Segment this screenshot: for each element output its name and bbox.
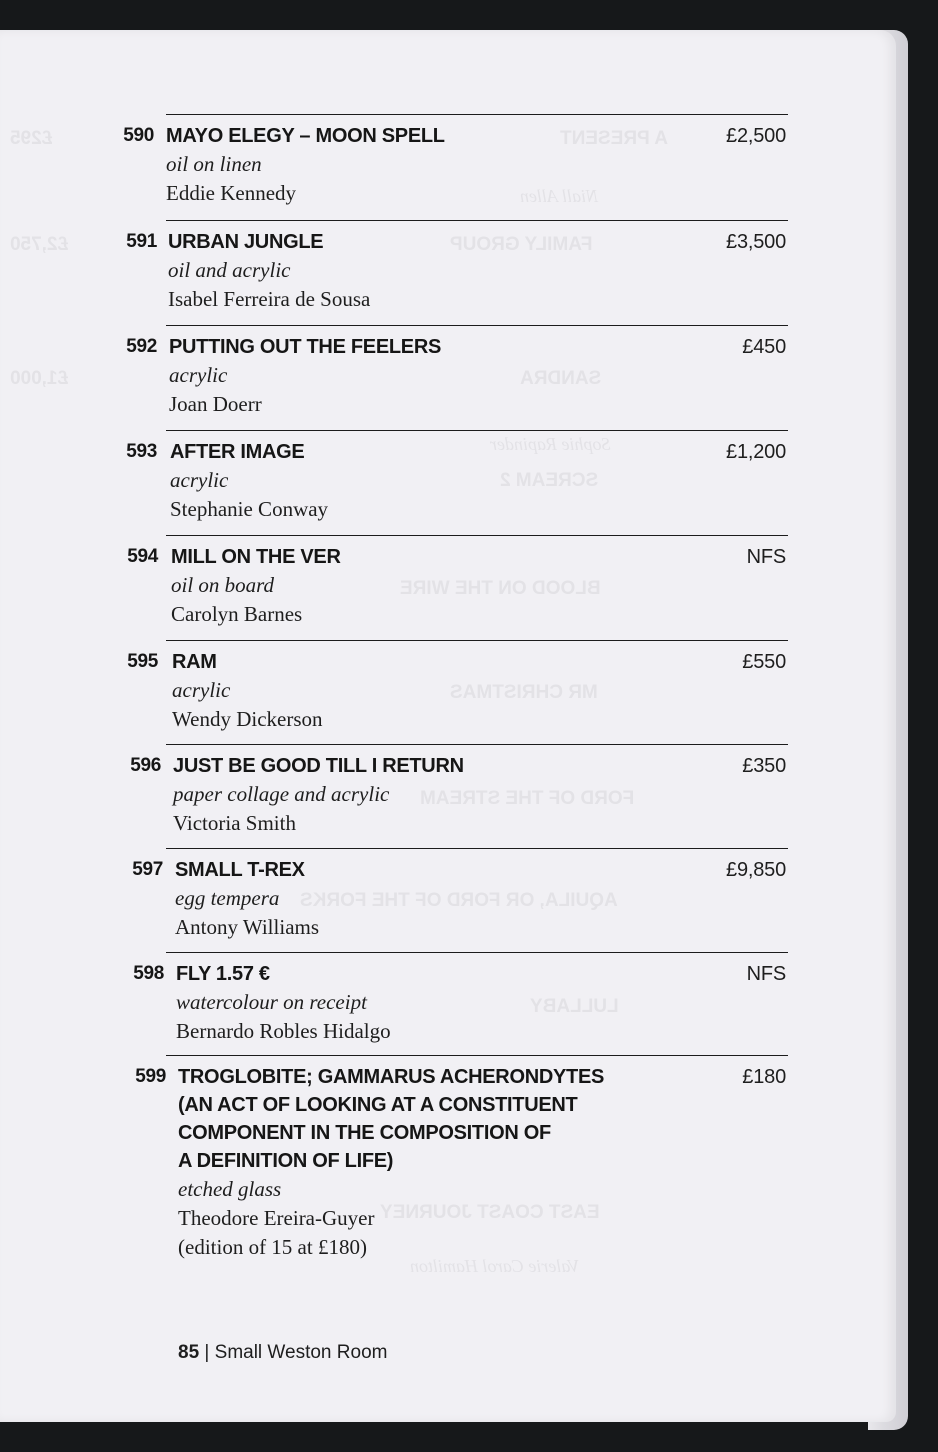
entry-divider — [166, 535, 788, 536]
entry-artist: Antony Williams — [175, 915, 320, 939]
entry-title: TROGLOBITE; GAMMARUS ACHERONDYTES — [178, 1066, 605, 1088]
entry-title: JUST BE GOOD TILL I RETURN — [173, 755, 464, 777]
entry-number: 593 — [126, 441, 157, 462]
entry-title: URBAN JUNGLE — [168, 231, 324, 253]
entry-divider — [166, 848, 788, 849]
entry-medium: oil on board — [171, 573, 275, 597]
entry-medium: acrylic — [169, 363, 228, 387]
entry-divider — [166, 952, 788, 953]
entry-price: NFS — [746, 546, 786, 568]
entry-artist: Bernardo Robles Hidalgo — [176, 1019, 391, 1043]
entry-artist: Theodore Ereira-Guyer — [178, 1206, 375, 1230]
entry-number: 590 — [123, 125, 154, 146]
entry-title: MAYO ELEGY – MOON SPELL — [166, 125, 445, 147]
reverse-page-show-through: A PRESENT FAMILY GROUP SANDRA SCREAM 2 BLOOD ON THE WIRE MR CHRISTMAS FORD OF THE STREAM AQUILA, OR FORD OF THE FORKS LULLABY EAST COAST JOURNEY £295 £2,750 £1,000 Niall Allen Sophie Rapinder Valerie Carol Hamilton — [10, 128, 669, 1276]
entry-artist: Carolyn Barnes — [171, 602, 303, 626]
catalogue-page — [0, 30, 896, 1422]
page-number: 85 — [178, 1342, 200, 1363]
entry-title: RAM — [172, 651, 217, 673]
entry-title: SMALL T-REX — [175, 859, 305, 881]
footer-separator: | — [204, 1342, 210, 1363]
entry-price: £1,200 — [726, 441, 786, 463]
entry-medium: oil and acrylic — [168, 258, 291, 282]
room-name: Small Weston Room — [214, 1342, 388, 1363]
entry-title: MILL ON THE VER — [171, 546, 341, 568]
entry-price: £450 — [742, 336, 786, 358]
entry-divider — [166, 640, 788, 641]
entry-artist: Wendy Dickerson — [172, 707, 323, 731]
entry-title: PUTTING OUT THE FEELERS — [169, 336, 441, 358]
entry-number: 598 — [133, 963, 164, 984]
entry-divider — [166, 114, 788, 115]
entry-divider — [166, 325, 788, 326]
entry-price: £350 — [742, 755, 786, 777]
entry-title: COMPONENT IN THE COMPOSITION OF — [178, 1122, 551, 1144]
entry-artist: Eddie Kennedy — [166, 181, 297, 205]
entry-medium: watercolour on receipt — [176, 990, 367, 1014]
entry-medium: etched glass — [178, 1177, 282, 1201]
entry-medium: oil on linen — [166, 152, 262, 176]
entry-title: FLY 1.57 € — [176, 963, 270, 985]
entry-edition-note: (edition of 15 at £180) — [178, 1235, 367, 1259]
entry-number: 596 — [130, 755, 161, 776]
entry-artist: Victoria Smith — [173, 811, 296, 835]
entry-divider — [166, 744, 788, 745]
page-footer — [178, 1342, 387, 1364]
entry-title: (AN ACT OF LOOKING AT A CONSTITUENT — [178, 1094, 578, 1116]
entry-medium: acrylic — [170, 468, 229, 492]
entry-number: 595 — [127, 651, 158, 672]
entry-title: AFTER IMAGE — [170, 441, 305, 463]
entry-number: 597 — [132, 859, 163, 880]
entry-artist: Stephanie Conway — [170, 497, 329, 521]
entry-number: 594 — [127, 546, 158, 567]
entry-divider — [166, 1055, 788, 1056]
entry-artist: Isabel Ferreira de Sousa — [168, 287, 371, 311]
entry-medium: egg tempera — [175, 886, 280, 910]
entry-price: £550 — [742, 651, 786, 673]
entry-artist: Joan Doerr — [169, 392, 262, 416]
entry-divider — [166, 430, 788, 431]
entry-price: £2,500 — [726, 125, 786, 147]
entry-price: NFS — [746, 963, 786, 985]
entry-number: 599 — [135, 1066, 166, 1087]
entry-price: £9,850 — [726, 859, 786, 881]
entry-number: 591 — [126, 231, 157, 252]
entry-title: A DEFINITION OF LIFE) — [178, 1150, 394, 1172]
entry-price: £3,500 — [726, 231, 786, 253]
entry-divider — [166, 220, 788, 221]
entry-price: £180 — [742, 1066, 786, 1088]
entry-medium: paper collage and acrylic — [173, 782, 390, 806]
entry-number: 592 — [126, 336, 157, 357]
entry-medium: acrylic — [172, 678, 231, 702]
